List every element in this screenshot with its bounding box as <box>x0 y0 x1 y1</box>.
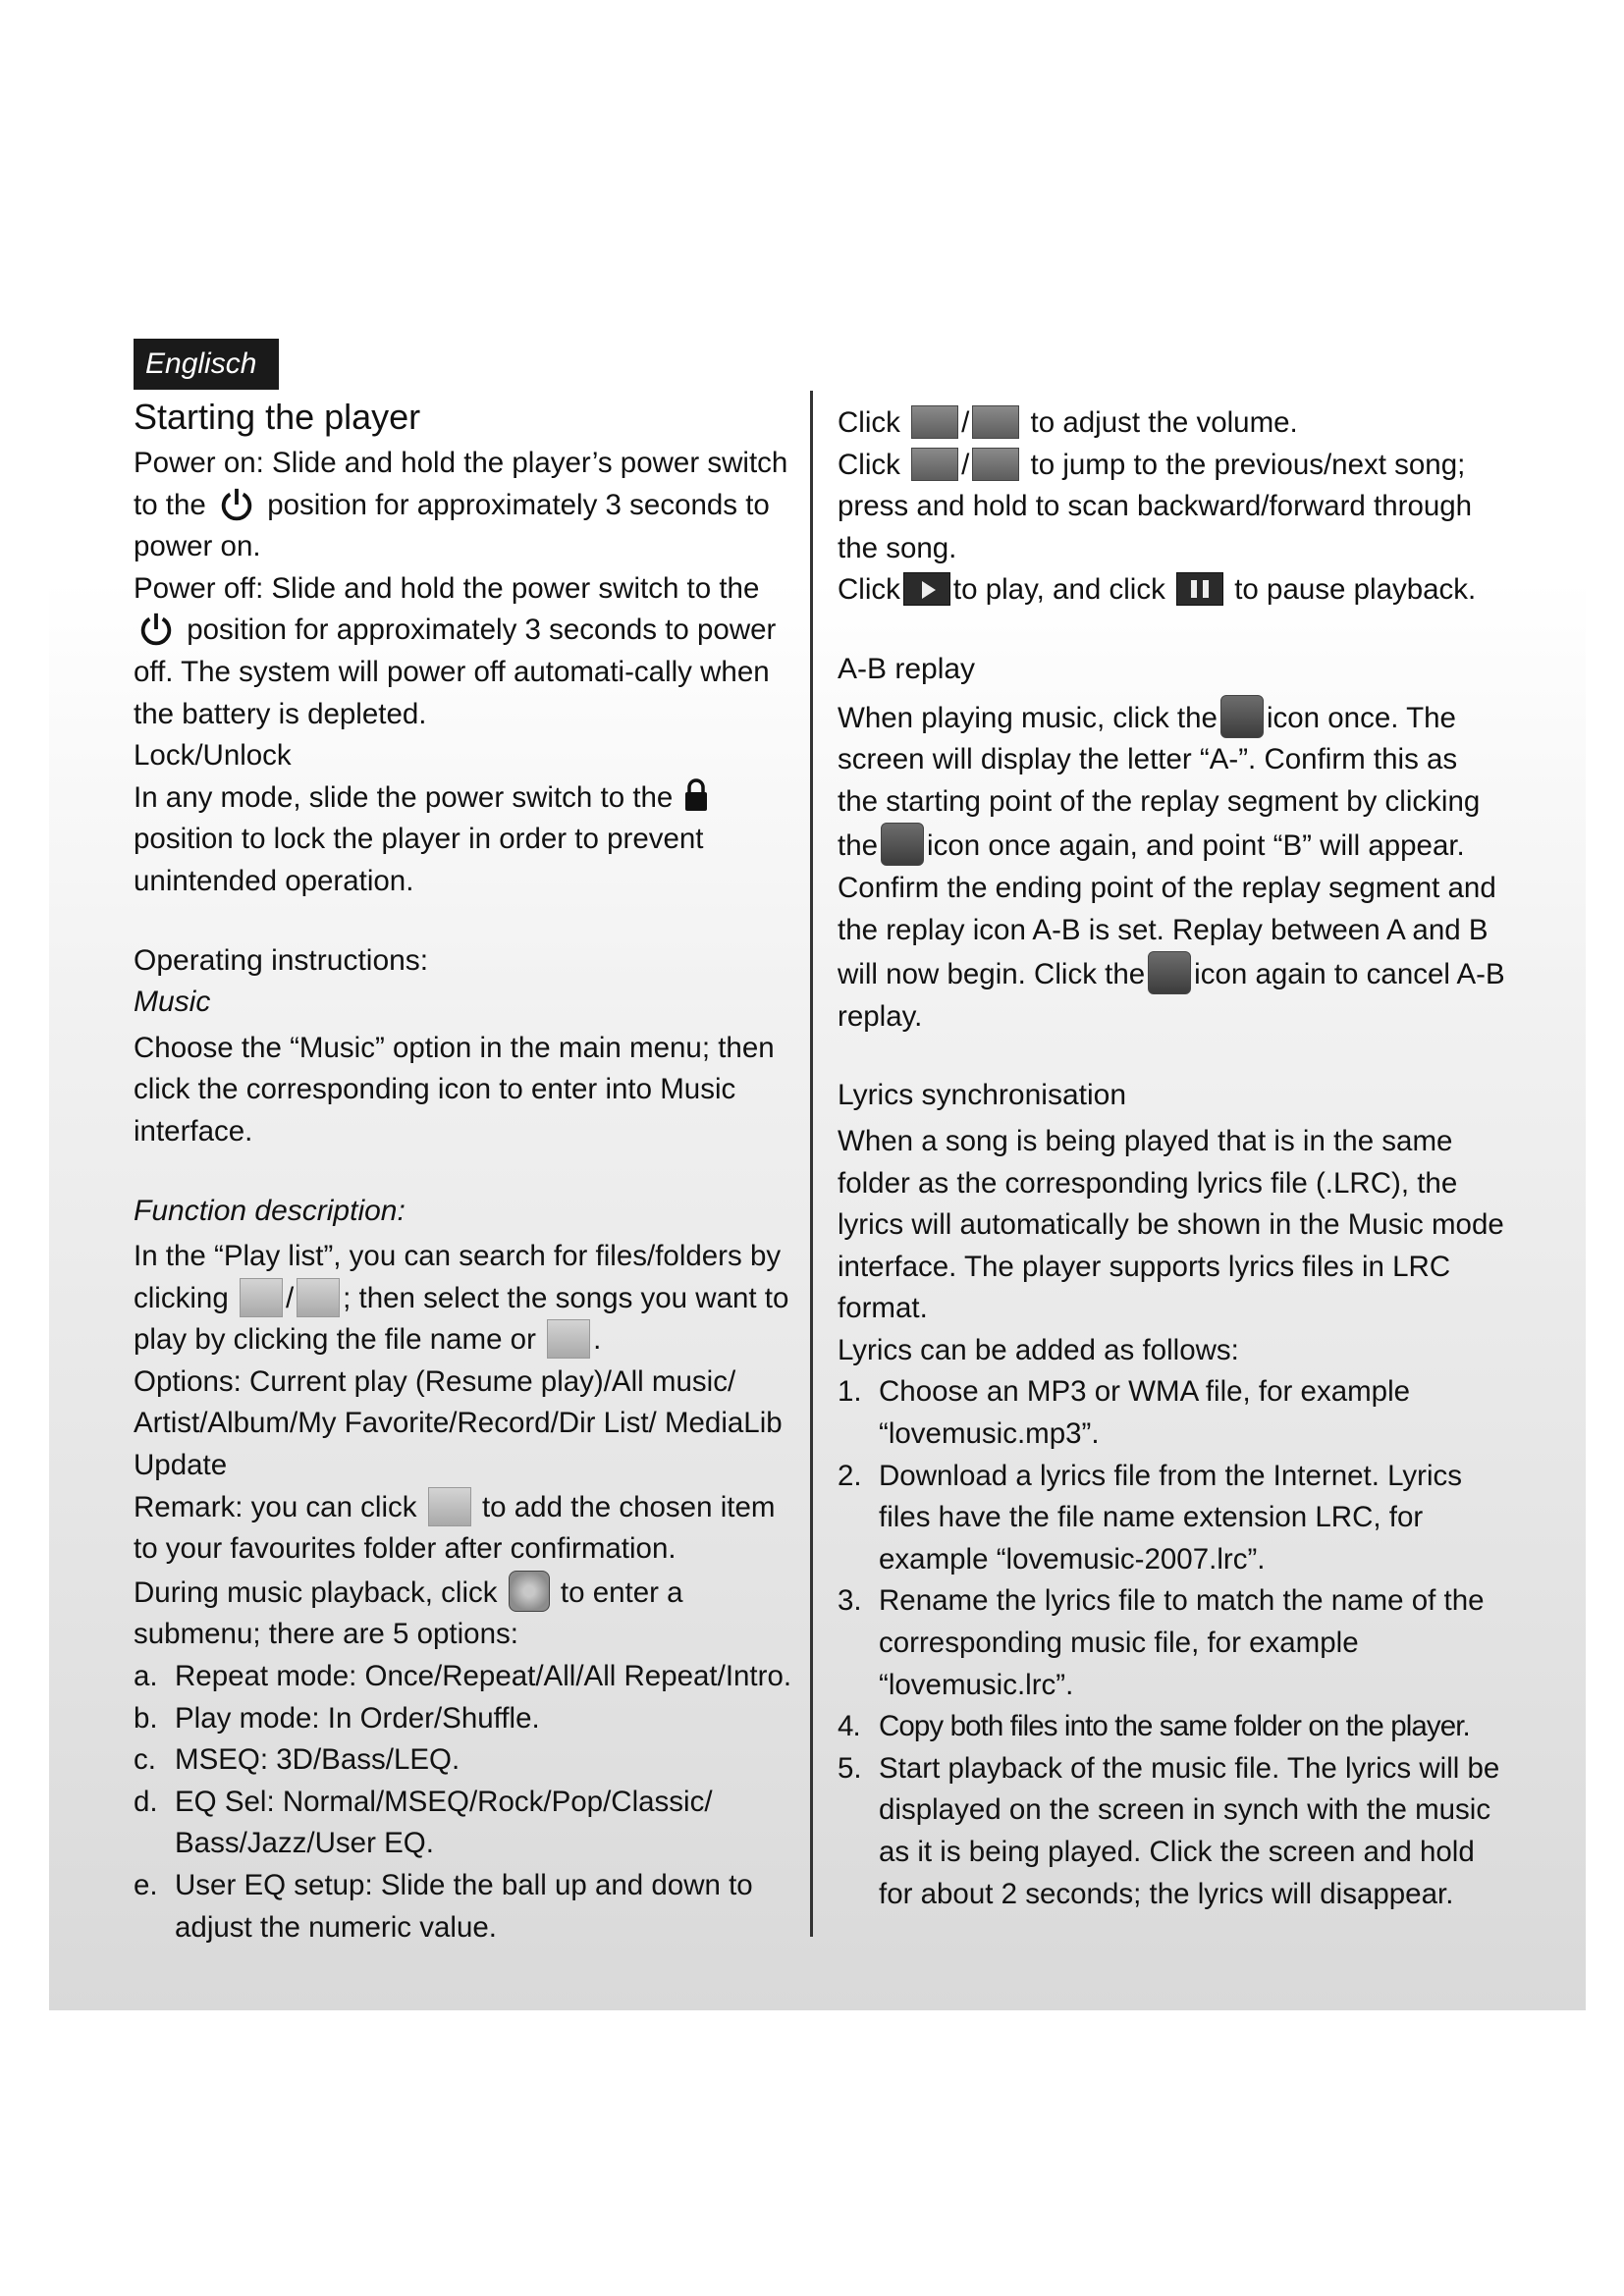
next-track-icon <box>972 448 1019 481</box>
music-paragraph: Choose the “Music” option in the main menu; then click the corresponding icon to enter into Music interface. <box>134 1031 775 1148</box>
list-item: e. User EQ setup: Slide the ball up and down to adjust the numeric value. <box>134 1869 753 1944</box>
column-divider <box>810 391 813 1937</box>
previous-track-icon <box>911 448 958 481</box>
power-off-paragraph <box>134 568 796 735</box>
list-item: 1. Choose an MP3 or WMA file, for example “lovemusic.mp3”. <box>838 1375 1411 1451</box>
during-text-b: to enter a submenu; there are 5 options: <box>134 1575 683 1651</box>
volume-down-icon <box>972 405 1019 439</box>
lock-paragraph <box>134 777 796 903</box>
music-title: Music <box>134 986 211 1019</box>
lyrics-added-line: Lyrics can be added as follows: <box>838 1333 1239 1366</box>
power-on-paragraph <box>134 443 796 568</box>
power-off-text-b: position for approximately 3 seconds to power off. The system will power off automati-cally when the battery is depleted. <box>134 614 777 730</box>
section-title-starting: Starting the player <box>134 397 421 437</box>
language-tag: Englisch <box>134 339 279 390</box>
power-icon <box>218 486 255 523</box>
during-paragraph <box>134 1571 796 1656</box>
list-item: a. Repeat mode: Once/Repeat/All/All Repeat/Intro. <box>134 1660 792 1693</box>
list-item: 4. Copy both files into the same folder on the player. <box>838 1710 1470 1743</box>
during-text-a: During music playback, click <box>134 1575 498 1609</box>
pause-icon <box>1176 572 1223 606</box>
play-icon <box>903 572 950 606</box>
playlist-text-a: In the “Play list”, you can search for files/folders by clicking <box>134 1240 782 1314</box>
playlist-text-c: . <box>593 1323 602 1357</box>
lock-text-b: position to lock the player in order to prevent unintended operation. <box>134 823 704 897</box>
prev-next-paragraph: Click / to jump to the previous/next song; press and hold to scan backward/forward through the song. <box>838 448 1473 564</box>
ab-replay-icon <box>881 823 924 866</box>
lyrics-title: Lyrics synchronisation <box>838 1079 1127 1112</box>
power-off-text-a: Power off: Slide and hold the power switch to the <box>134 571 760 605</box>
list-item: b. Play mode: In Order/Shuffle. <box>134 1701 540 1735</box>
playlist-text-b: ; then select the songs you want to play by clicking the file name or <box>134 1281 789 1357</box>
settings-gear-icon <box>509 1571 550 1612</box>
lyrics-steps-list <box>838 1371 1505 1915</box>
play-pause-line: Click to play, and click to pause playback. <box>838 573 1477 607</box>
options-paragraph: Options: Current play (Resume play)/All music/ Artist/Album/My Favorite/Record/Dir List/ MediaLib Update <box>134 1364 783 1482</box>
playlist-slash: / <box>285 1281 295 1314</box>
list-item: 2. Download a lyrics file from the Internet. Lyrics files have the file name extension LRC, for example “lovemusic-2007.lrc”. <box>838 1459 1463 1575</box>
list-item: 5. Start playback of the music file. The lyrics will be displayed on the screen in synch with the music as it is being played. Click the screen and hold for about 2 seconds; the lyrics will disappear. <box>838 1751 1500 1910</box>
power-on-text-b: position for approximately 3 seconds to power on. <box>134 488 770 563</box>
lock-icon <box>683 777 709 813</box>
remark-text-b: to add the chosen item to your favourites folder after confirmation. <box>134 1490 776 1566</box>
ab-replay-title: A-B replay <box>838 652 976 685</box>
playlist-paragraph <box>134 1236 796 1362</box>
check-icon <box>547 1319 590 1359</box>
remark-text-a: Remark: you can click <box>134 1490 417 1523</box>
lyrics-paragraph: When a song is being played that is in the same folder as the corresponding lyrics file (.LRC), the lyrics will automatically be shown in the Music mode interface. The player supports lyrics files in LRC format. <box>838 1124 1504 1325</box>
list-item: d. EQ Sel: Normal/MSEQ/Rock/Pop/Classic/ Bass/Jazz/User EQ. <box>134 1785 713 1860</box>
volume-up-icon <box>911 405 958 439</box>
power-on-text-a: Power on: Slide and hold the player’s power switch to the <box>134 447 788 521</box>
right-column <box>838 402 1505 1915</box>
submenu-options-list <box>134 1656 796 1949</box>
power-icon <box>137 611 175 648</box>
favourite-star-icon <box>428 1487 471 1526</box>
ab-replay-paragraph: When playing music, click the icon once. The screen will display the letter “A-”. Confirm this as the starting point of the replay segment by clicking the icon once again, and point “B” will appear. Confirm the ending point of the replay segment and the replay icon A-B is set. Replay between A and B will now begin. Click the icon again to cancel A-B replay. <box>838 695 1505 1039</box>
remark-paragraph <box>134 1487 796 1571</box>
back-arrow-icon <box>297 1278 340 1317</box>
prev-next-text: to jump to the previous/next song; press and hold to scan backward/forward through the song. <box>838 448 1473 564</box>
volume-text: to adjust the volume. <box>1030 406 1298 439</box>
list-item: 3. Rename the lyrics file to match the name of the corresponding music file, for example “lovemusic.lrc”. <box>838 1584 1485 1701</box>
lock-text-a: In any mode, slide the power switch to the <box>134 780 674 814</box>
next-arrow-icon <box>240 1278 283 1317</box>
list-item: c. MSEQ: 3D/Bass/LEQ. <box>134 1743 460 1777</box>
pause-text: to pause playback. <box>1234 573 1477 607</box>
function-title: Function description: <box>134 1194 406 1227</box>
volume-line: Click / to adjust the volume. <box>838 406 1298 439</box>
ab-replay-icon <box>1148 951 1191 994</box>
play-text: to play, and click <box>952 573 1165 607</box>
operating-title: Operating instructions: <box>134 943 429 977</box>
lock-title: Lock/Unlock <box>134 739 292 773</box>
left-column <box>134 396 796 1949</box>
ab-replay-icon <box>1220 695 1264 738</box>
